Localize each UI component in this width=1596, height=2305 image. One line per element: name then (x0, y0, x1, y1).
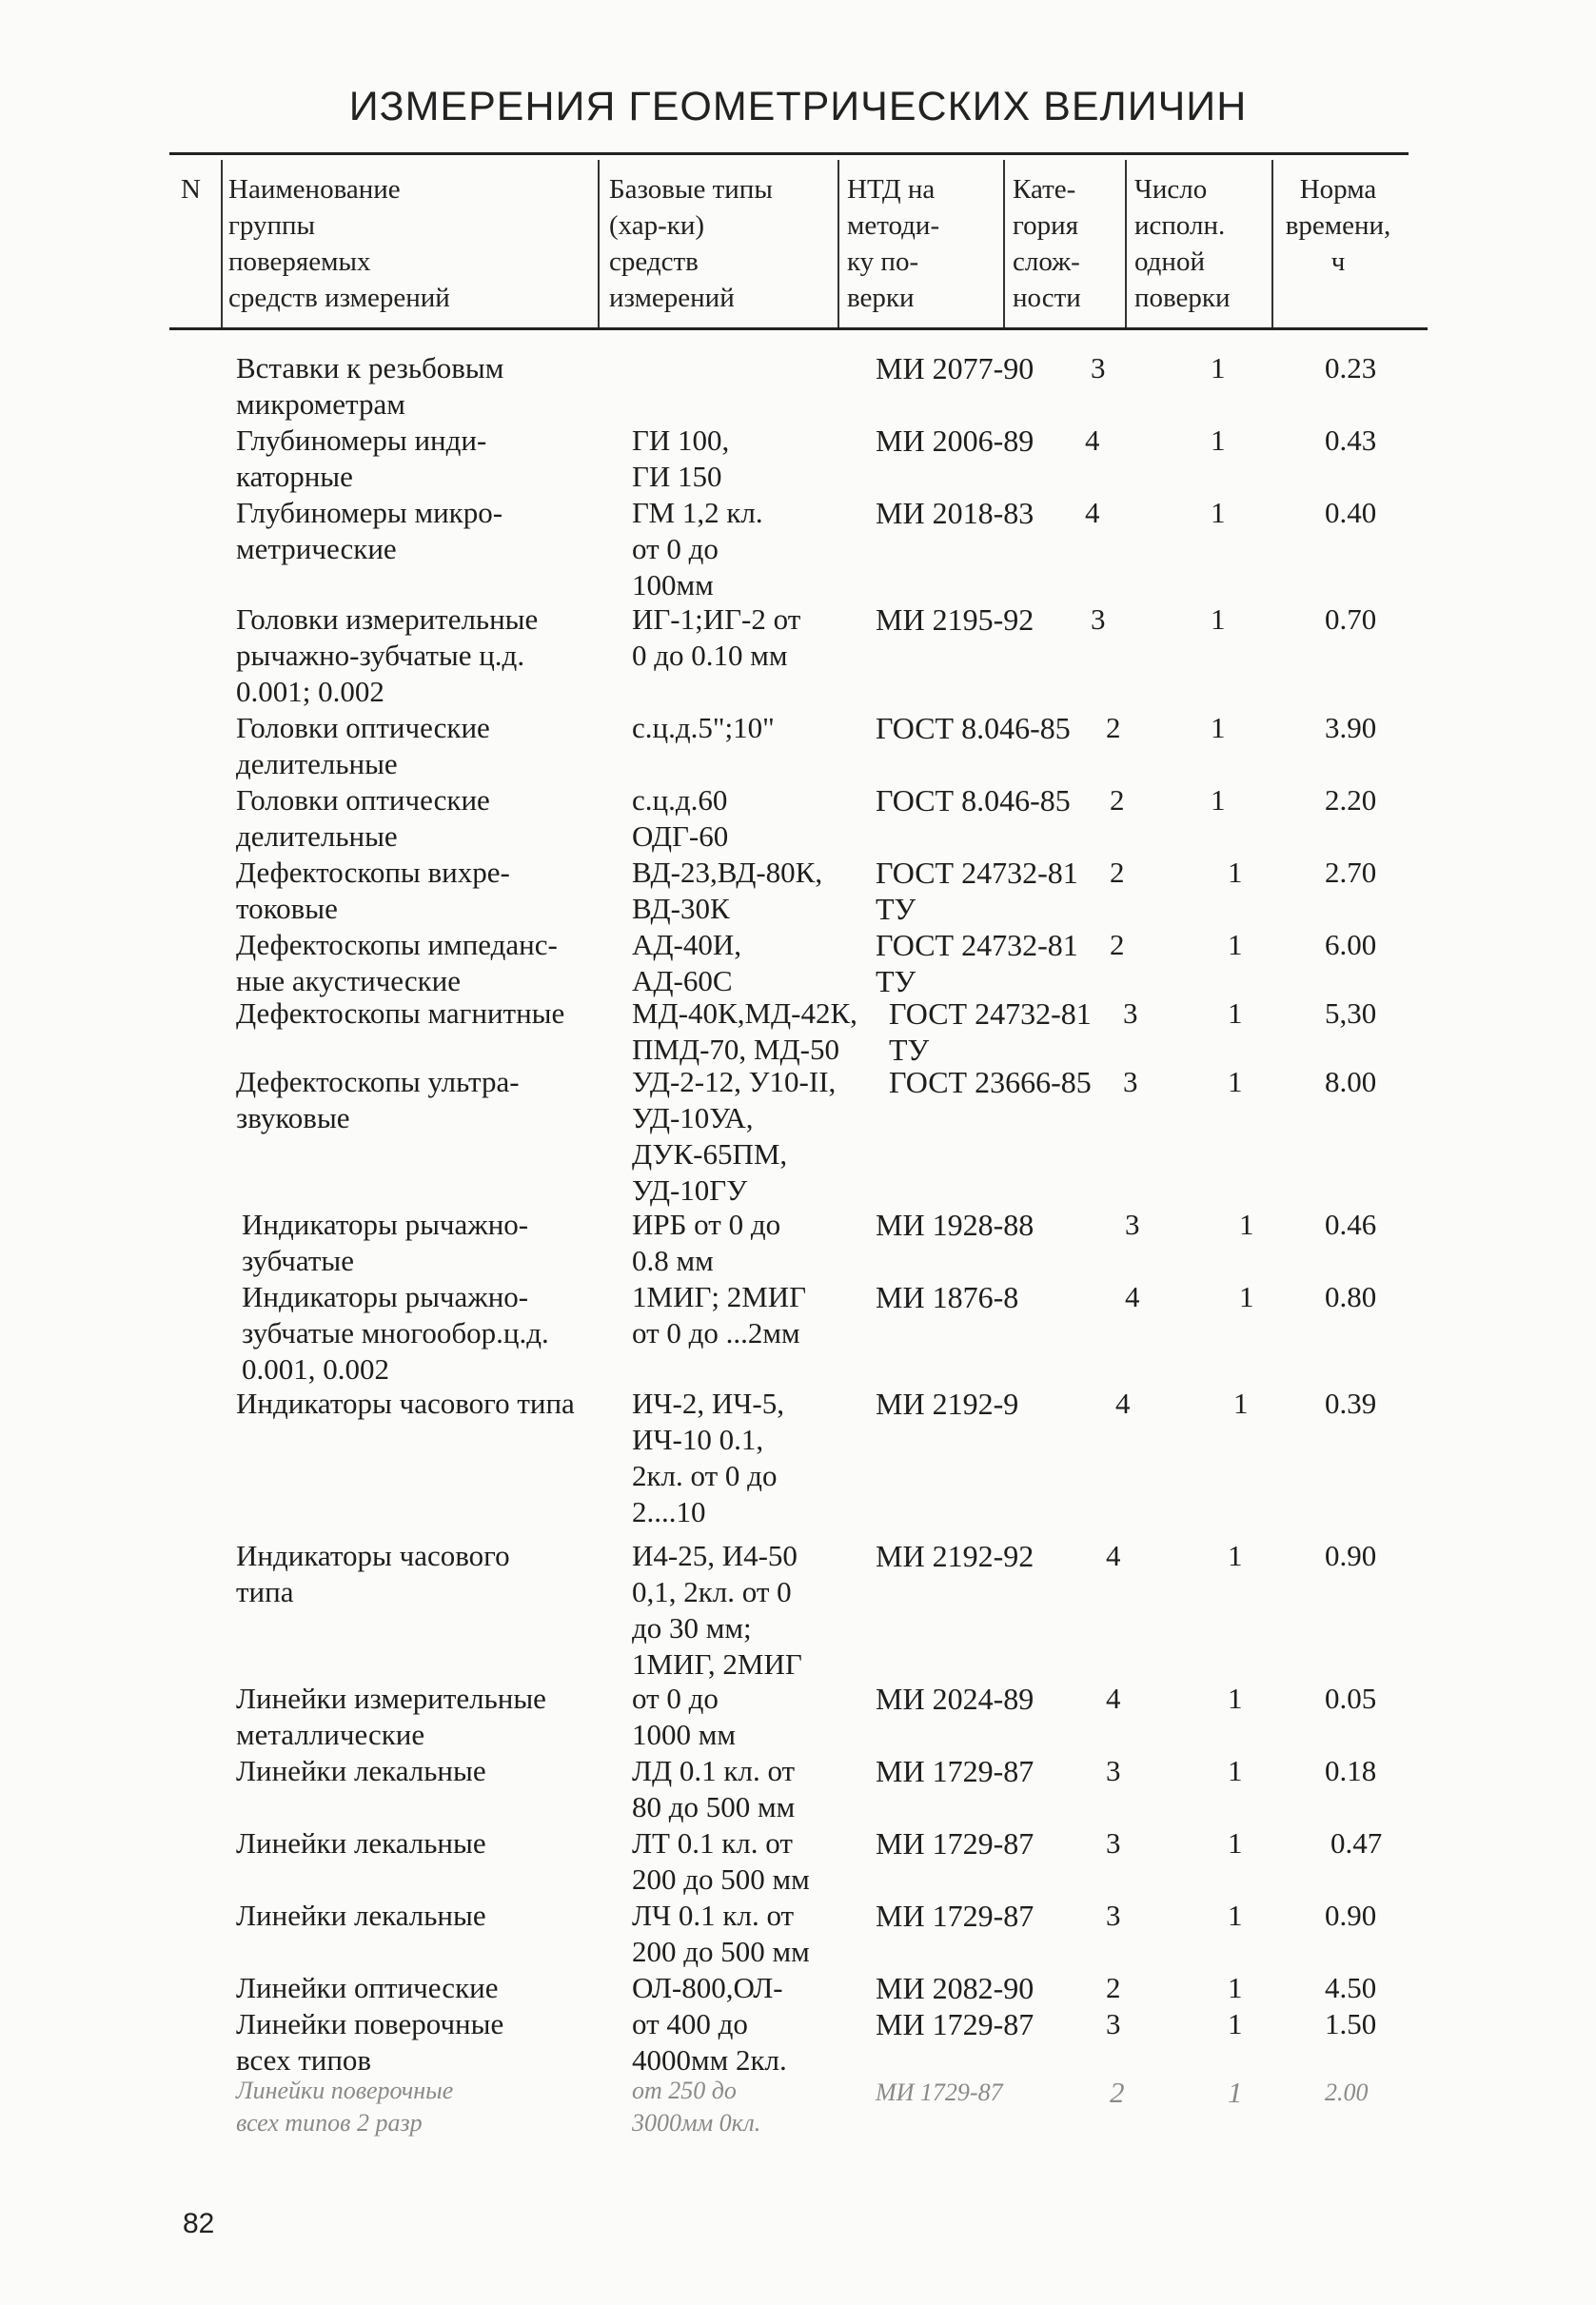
time-norm: 0.90 (1325, 1899, 1377, 1932)
time-norm: 0.43 (1325, 424, 1377, 457)
complexity-category: 4 (1085, 496, 1100, 529)
header-norm: Норма времени, ч (1285, 174, 1391, 277)
complexity-category: 2 (1110, 783, 1125, 817)
execution-count: 1 (1211, 351, 1226, 384)
complexity-category: 3 (1106, 1754, 1121, 1787)
execution-count: 1 (1211, 496, 1226, 529)
complexity-category: 3 (1106, 1826, 1121, 1860)
group-name: Индикаторы часового типа (236, 1387, 575, 1420)
complexity-category: 3 (1125, 1208, 1140, 1241)
ntd-reference: ГОСТ 24732-81 ТУ (876, 856, 1078, 926)
base-types: УД-2-12, У10-II, УД-10УА, ДУК-65ПМ, УД-10ГУ (632, 1065, 837, 1207)
complexity-category: 3 (1091, 602, 1106, 636)
execution-count: 1 (1239, 1208, 1254, 1241)
ntd-reference: МИ 1876-8 (876, 1280, 1019, 1314)
header-number: N (181, 174, 201, 205)
complexity-category: 3 (1091, 351, 1106, 384)
group-name: Линейки оптические (236, 1971, 499, 2004)
execution-count: 1 (1228, 1826, 1243, 1860)
ntd-reference: МИ 2192-9 (876, 1387, 1019, 1421)
group-name: Вставки к резьбовым микрометрам (236, 351, 504, 421)
time-norm: 4.50 (1325, 1971, 1377, 2004)
execution-count: 1 (1211, 783, 1226, 817)
ntd-reference: МИ 2195-92 (876, 602, 1034, 637)
execution-count: 1 (1228, 1065, 1243, 1098)
base-types: с.ц.д.60 ОДГ-60 (632, 783, 729, 853)
ntd-reference: МИ 2082-90 (876, 1971, 1034, 2005)
base-types: 1МИГ; 2МИГ от 0 до ...2мм (632, 1280, 807, 1350)
time-norm: 0.39 (1325, 1387, 1377, 1420)
base-types: от 250 до 3000мм 0кл. (632, 2077, 761, 2137)
time-norm: 1.50 (1325, 2007, 1377, 2040)
execution-count: 1 (1211, 424, 1226, 457)
group-name: Глубиномеры микро- метрические (236, 496, 503, 565)
complexity-category: 3 (1106, 2007, 1121, 2040)
base-types: И4-25, И4-50 0,1, 2кл. от 0 до 30 мм; 1МИГ, 2МИГ (632, 1539, 802, 1681)
complexity-category: 2 (1110, 2076, 1125, 2109)
ntd-reference: МИ 2024-89 (876, 1682, 1034, 1716)
page-number: 82 (183, 2208, 215, 2239)
header-divider (1271, 160, 1273, 327)
header-divider (221, 160, 223, 327)
ntd-reference: МИ 1928-88 (876, 1208, 1034, 1242)
time-norm: 0.23 (1325, 351, 1377, 384)
header-divider (837, 160, 839, 327)
ntd-reference: МИ 1729-87 (876, 1754, 1034, 1788)
base-types: ЛЧ 0.1 кл. от 200 до 500 мм (632, 1899, 810, 1968)
base-types: ИРБ от 0 до 0.8 мм (632, 1208, 781, 1277)
ntd-reference: МИ 2006-89 (876, 424, 1034, 458)
execution-count: 1 (1239, 1280, 1254, 1313)
ntd-reference: МИ 1729-87 (876, 1899, 1034, 1933)
ntd-reference: МИ 2077-90 (876, 351, 1034, 385)
execution-count: 1 (1211, 602, 1226, 636)
time-norm: 0.40 (1325, 496, 1377, 529)
execution-count: 1 (1233, 1387, 1249, 1420)
header-group-name: Наименование группы поверяемых средств измерений (228, 174, 450, 313)
group-name: Дефектоскопы импеданс- ные акустические (236, 928, 558, 997)
complexity-category: 2 (1110, 928, 1125, 961)
ntd-reference: ГОСТ 8.046-85 (876, 783, 1071, 818)
time-norm: 0.46 (1325, 1208, 1377, 1241)
complexity-category: 4 (1106, 1682, 1121, 1715)
group-name: Индикаторы часового типа (236, 1539, 510, 1608)
complexity-category: 4 (1085, 424, 1100, 457)
group-name: Индикаторы рычажно- зубчатые (242, 1208, 529, 1277)
group-name: Линейки поверочные всех типов 2 разр (236, 2077, 454, 2137)
time-norm: 0.80 (1325, 1280, 1377, 1313)
time-norm: 2.70 (1325, 856, 1377, 889)
page-title: ИЗМЕРЕНИЯ ГЕОМЕТРИЧЕСКИХ ВЕЛИЧИН (348, 84, 1248, 129)
group-name: Индикаторы рычажно- зубчатые многообор.ц.д. 0.001, 0.002 (242, 1280, 549, 1386)
base-types: от 0 до 1000 мм (632, 1682, 736, 1751)
group-name: Линейки лекальные (236, 1754, 486, 1787)
ntd-reference: МИ 1729-87 (876, 1826, 1034, 1861)
group-name: Головки оптические делительные (236, 783, 490, 853)
ntd-reference: ГОСТ 24732-81 ТУ (876, 928, 1078, 998)
base-types: ВД-23,ВД-80К, ВД-30К (632, 856, 823, 925)
base-types: с.ц.д.5";10" (632, 711, 775, 744)
execution-count: 1 (1228, 996, 1243, 1030)
execution-count: 1 (1228, 1539, 1243, 1572)
time-norm: 5,30 (1325, 996, 1377, 1030)
ntd-reference: ГОСТ 8.046-85 (876, 711, 1071, 745)
execution-count: 1 (1228, 2076, 1243, 2109)
execution-count: 1 (1228, 856, 1243, 889)
header-category: Кате- гория слож- ности (1013, 174, 1081, 313)
time-norm: 2.00 (1325, 2078, 1369, 2106)
base-types: ГМ 1,2 кл. от 0 до 100мм (632, 496, 763, 601)
base-types: от 400 до 4000мм 2кл. (632, 2007, 787, 2077)
complexity-category: 4 (1106, 1539, 1121, 1572)
base-types: ИЧ-2, ИЧ-5, ИЧ-10 0.1, 2кл. от 0 до 2....10 (632, 1387, 784, 1528)
complexity-category: 3 (1123, 996, 1138, 1030)
group-name: Дефектоскопы вихре- токовые (236, 856, 510, 925)
execution-count: 1 (1228, 1754, 1243, 1787)
time-norm: 0.47 (1330, 1826, 1383, 1860)
group-name: Линейки лекальные (236, 1826, 486, 1860)
ntd-reference: МИ 2192-92 (876, 1539, 1034, 1573)
ntd-reference: ГОСТ 24732-81 ТУ (889, 996, 1092, 1067)
ntd-reference: МИ 1729-87 (876, 2007, 1034, 2041)
execution-count: 1 (1228, 2007, 1243, 2040)
complexity-category: 2 (1106, 711, 1121, 744)
ntd-reference: МИ 2018-83 (876, 496, 1034, 530)
header-top-rule (169, 152, 1409, 155)
time-norm: 0.05 (1325, 1682, 1377, 1715)
complexity-category: 3 (1123, 1065, 1138, 1098)
header-bottom-rule (169, 327, 1428, 330)
execution-count: 1 (1228, 1682, 1243, 1715)
time-norm: 6.00 (1325, 928, 1377, 961)
base-types: МД-40К,МД-42К, ПМД-70, МД-50 (632, 996, 857, 1066)
time-norm: 0.18 (1325, 1754, 1377, 1787)
group-name: Линейки поверочные всех типов (236, 2007, 504, 2077)
complexity-category: 3 (1106, 1899, 1121, 1932)
time-norm: 2.20 (1325, 783, 1377, 817)
time-norm: 8.00 (1325, 1065, 1377, 1098)
group-name: Линейки лекальные (236, 1899, 486, 1932)
complexity-category: 4 (1115, 1387, 1131, 1420)
complexity-category: 2 (1106, 1971, 1121, 2004)
base-types: ЛД 0.1 кл. от 80 до 500 мм (632, 1754, 796, 1823)
ntd-reference: МИ 1729-87 (876, 2078, 1003, 2106)
group-name: Линейки измерительные металлические (236, 1682, 546, 1751)
group-name: Головки измерительные рычажно-зубчатые ц.д. 0.001; 0.002 (236, 602, 539, 708)
group-name: Дефектоскопы магнитные (236, 996, 565, 1030)
time-norm: 3.90 (1325, 711, 1377, 744)
header-base-types: Базовые типы (хар-ки) средств измерений (609, 174, 773, 313)
execution-count: 1 (1228, 928, 1243, 961)
group-name: Глубиномеры инди- каторные (236, 424, 487, 493)
header-ntd: НТД на методи- ку по- верки (847, 174, 940, 313)
base-types: АД-40И, АД-60С (632, 928, 741, 997)
base-types: ИГ-1;ИГ-2 от 0 до 0.10 мм (632, 602, 801, 672)
execution-count: 1 (1228, 1899, 1243, 1932)
base-types: ГИ 100, ГИ 150 (632, 424, 730, 493)
base-types: ОЛ-800,ОЛ- (632, 1971, 783, 2004)
header-count: Число исполн. одной поверки (1134, 174, 1231, 313)
time-norm: 0.70 (1325, 602, 1377, 636)
time-norm: 0.90 (1325, 1539, 1377, 1572)
group-name: Головки оптические делительные (236, 711, 490, 780)
complexity-category: 4 (1125, 1280, 1140, 1313)
ntd-reference: ГОСТ 23666-85 (889, 1065, 1092, 1099)
complexity-category: 2 (1110, 856, 1125, 889)
group-name: Дефектоскопы ультра- звуковые (236, 1065, 520, 1134)
execution-count: 1 (1228, 1971, 1243, 2004)
base-types: ЛТ 0.1 кл. от 200 до 500 мм (632, 1826, 810, 1896)
execution-count: 1 (1211, 711, 1226, 744)
